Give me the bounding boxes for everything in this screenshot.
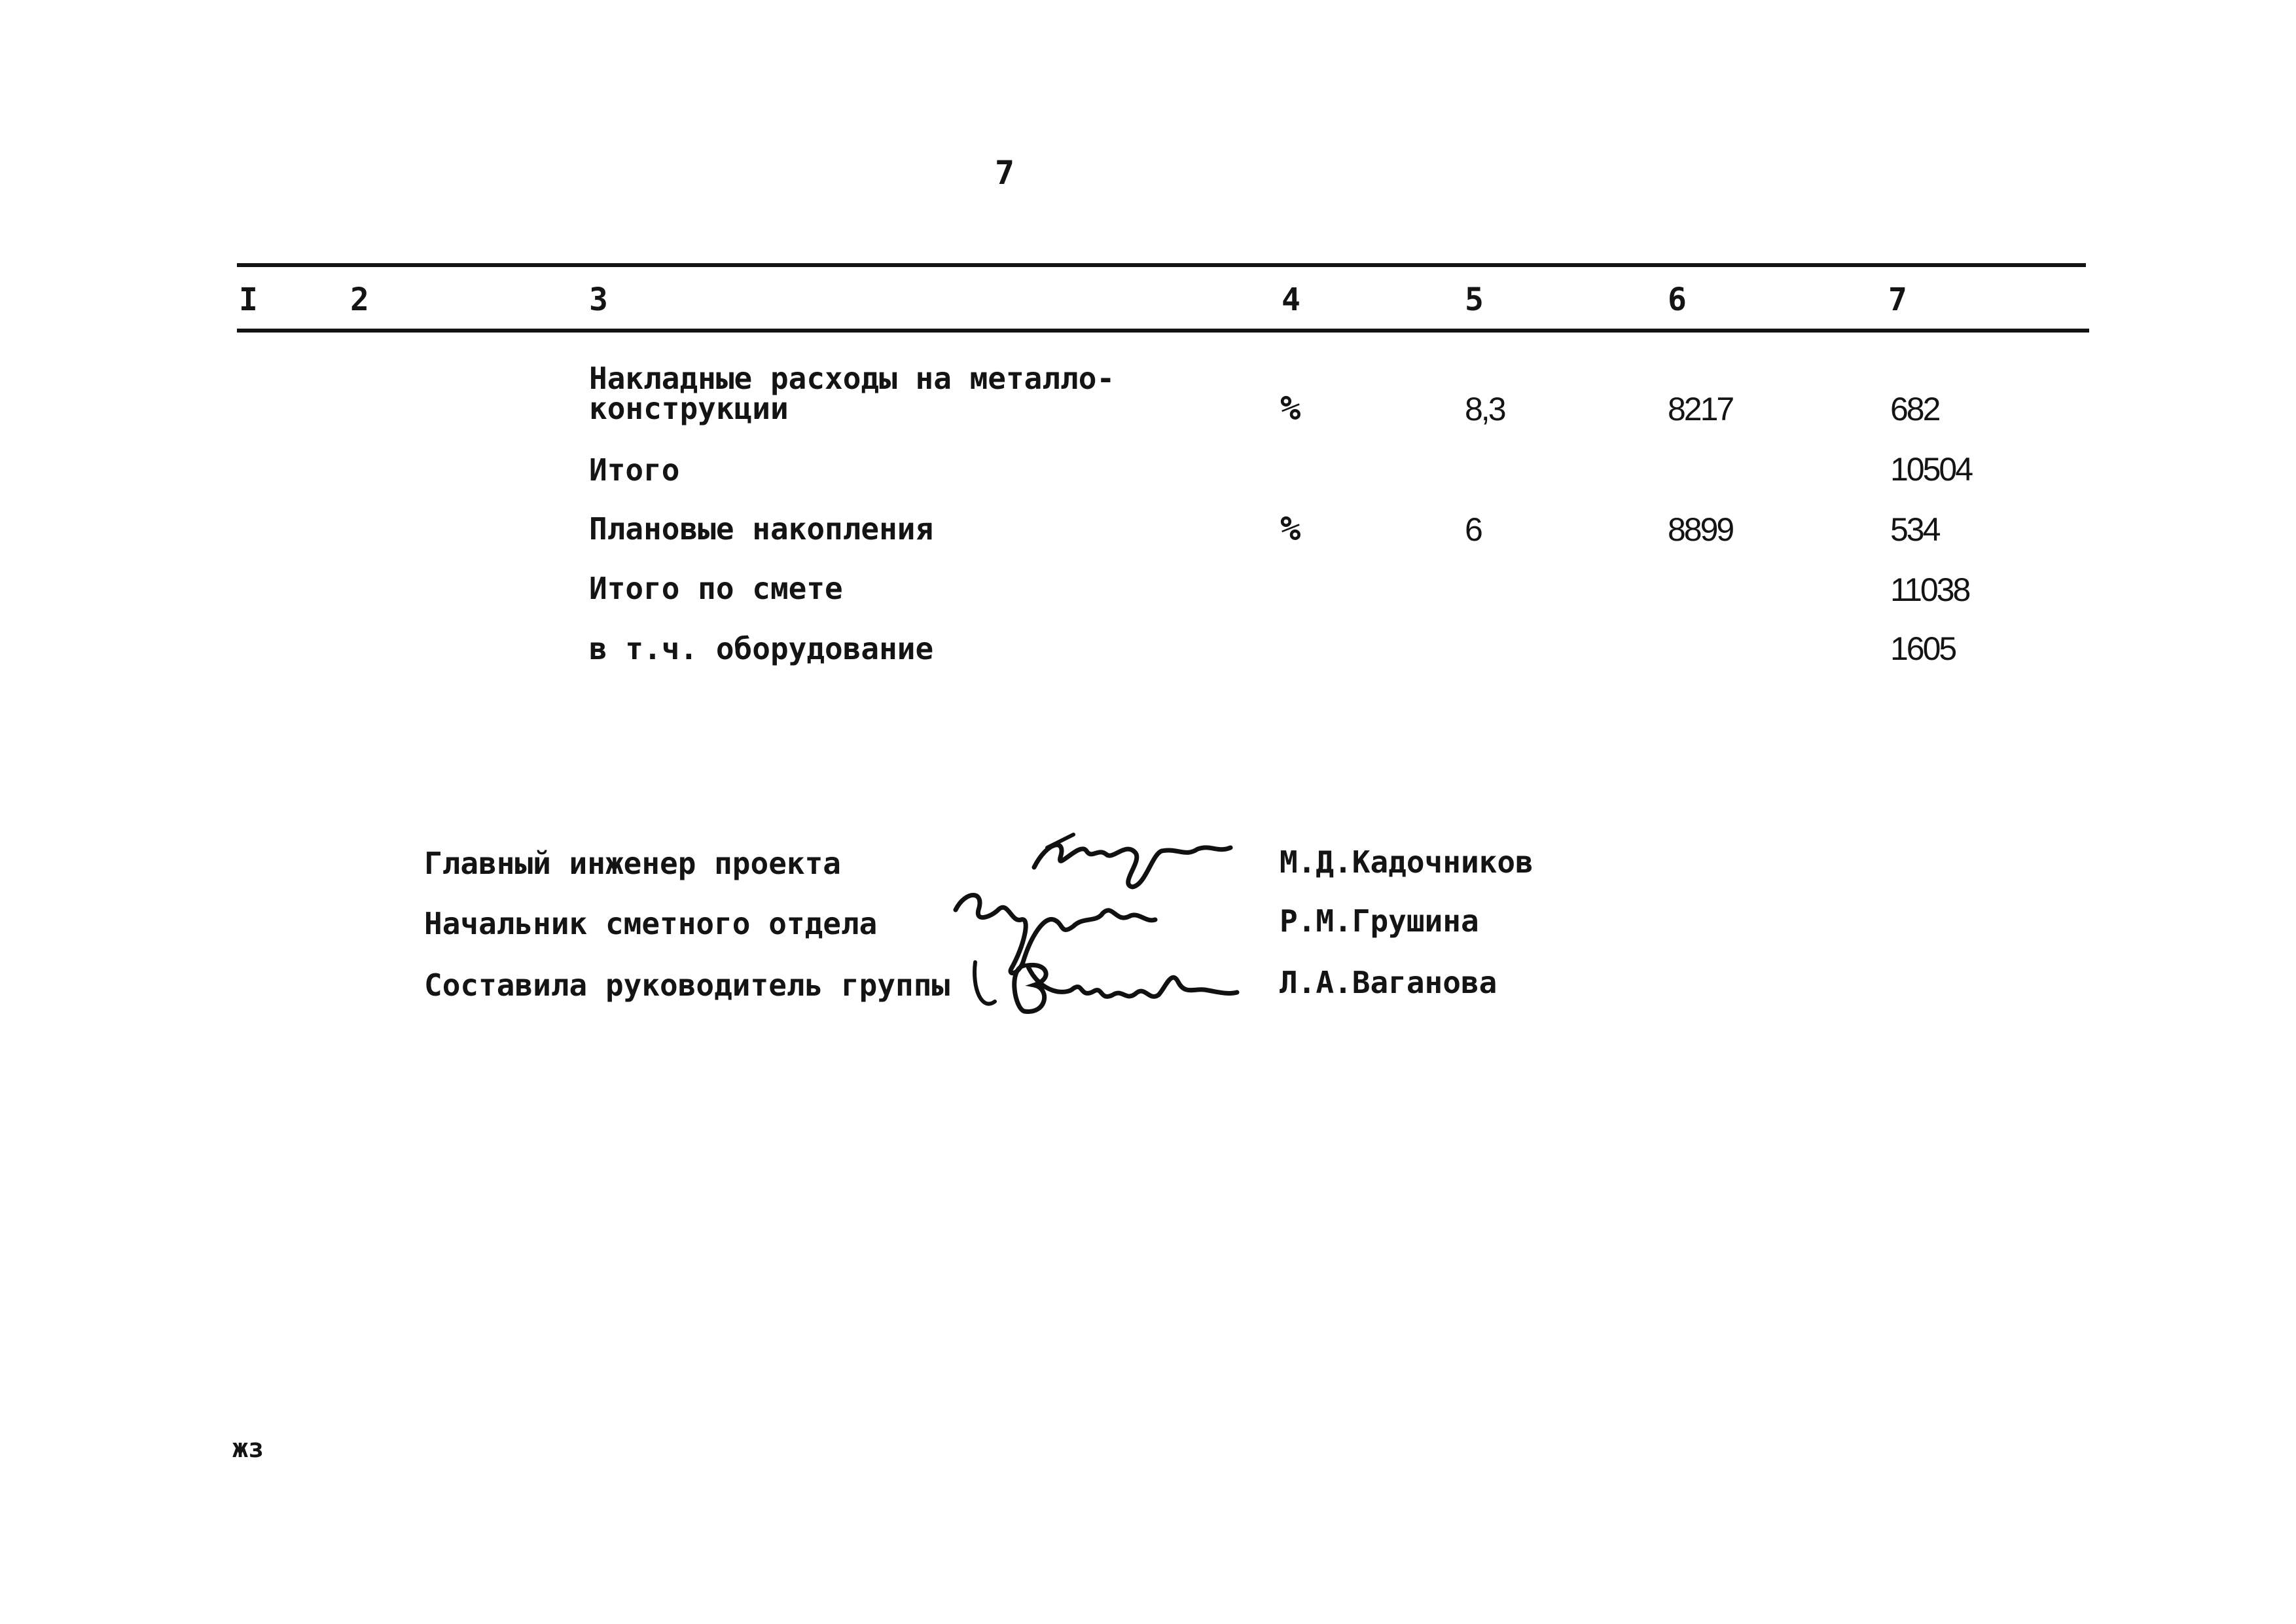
table-row-unit: % <box>1280 509 1301 549</box>
signature-name-chief-engineer: М.Д.Кадочников <box>1280 844 1534 880</box>
table-top-rule <box>237 263 2086 267</box>
table-row-description: в т.ч. оборудование <box>589 631 934 666</box>
signature-title-group-lead: Составила руководитель группы <box>424 967 950 1003</box>
description-line: Накладные расходы на металло- <box>589 361 1115 396</box>
page-number: 7 <box>995 154 1015 192</box>
table-row-amount: 11038 <box>1890 571 1969 608</box>
column-header-2: 2 <box>350 281 369 318</box>
table-row-base: 8217 <box>1668 391 1733 427</box>
handwritten-signature-kadochnikov <box>1021 821 1244 893</box>
table-row-description <box>589 363 1115 424</box>
column-header-7: 7 <box>1888 281 1907 318</box>
column-header-5: 5 <box>1465 281 1484 318</box>
column-header-1: I <box>239 281 258 318</box>
column-header-3: 3 <box>589 281 608 318</box>
signature-name-group-lead: Л.А.Ваганова <box>1280 965 1498 1000</box>
column-header-4: 4 <box>1282 281 1300 318</box>
table-row-description: Итого по смете <box>589 571 843 606</box>
signature-name-estimates-head: Р.М.Грушина <box>1280 903 1479 939</box>
table-row-amount: 1605 <box>1890 630 1956 667</box>
table-row-base: 8899 <box>1668 511 1733 548</box>
table-row-rate: 6 <box>1465 511 1481 548</box>
signature-title-estimates-head: Начальник сметного отдела <box>424 906 878 941</box>
table-row-amount: 534 <box>1890 511 1939 548</box>
footer-code: жз <box>232 1434 264 1464</box>
signature-title-chief-engineer: Главный инженер проекта <box>424 846 841 881</box>
table-row-unit: % <box>1280 389 1301 428</box>
table-row-rate: 8,3 <box>1465 391 1505 427</box>
table-row-amount: 682 <box>1890 391 1939 427</box>
table-row-description: Итого <box>589 452 680 488</box>
column-header-6: 6 <box>1668 281 1687 318</box>
table-row-description: Плановые накопления <box>589 511 934 547</box>
description-line: конструкции <box>589 391 789 426</box>
table-header-rule <box>237 329 2089 333</box>
handwritten-signature-vaganova <box>969 949 1244 1021</box>
table-row-amount: 10504 <box>1890 451 1972 488</box>
